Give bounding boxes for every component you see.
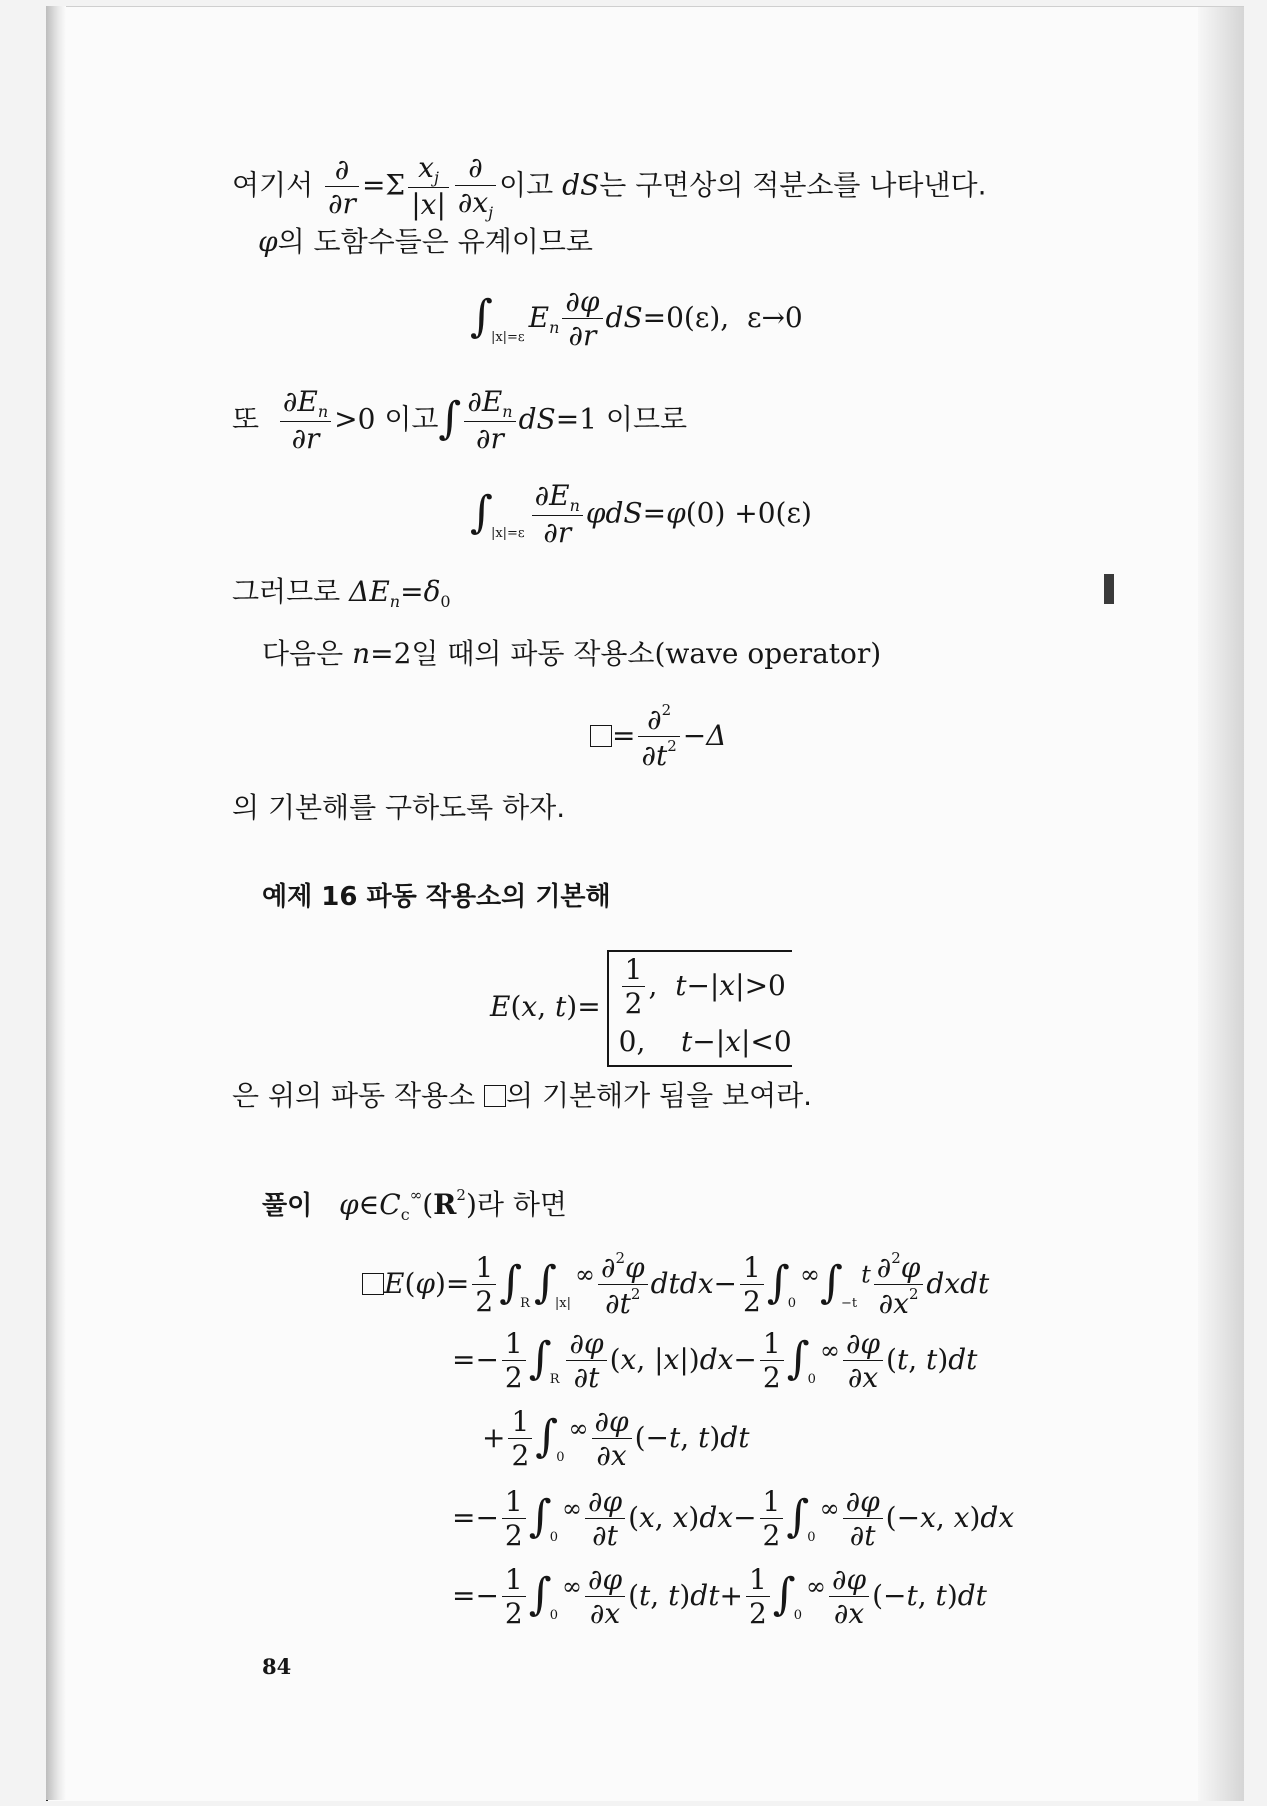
equation-1: $\int_{|x|=\varepsilon}E_n$ $\frac{\partial\varphi}{\partial r}$ dS=0(ε), ε→0	[470, 285, 803, 353]
margin-marker	[1104, 574, 1114, 604]
derivation-line-5: =− $\frac{1}{2}$ $\int_0^\infty$ $\frac{\partial\varphi}{\partial x}$ (t, t)dt+ $\frac{1}{2}$ $\int_0^\infty$ $\frac{\partial\varphi}{\partial x}$ (−t, t)dt	[452, 1563, 987, 1631]
derivation-line-3: + $\frac{1}{2}$ $\int_0^\infty$ $\frac{\partial\varphi}{\partial x}$ (−t, t)dt	[482, 1405, 750, 1473]
derivation-line-1: E(φ)= $\frac{1}{2}$ $\int_R\int_{|x|}^\infty$ $\frac{\partial^2\varphi}{\partial t^2}$ dtdx− $\frac{1}{2}$ $\int_0^\infty\int_{-t}^t$ $\frac{\partial^2\varphi}{\partial x^2}$ dxdt	[362, 1250, 989, 1321]
derivation-line-4: =− $\frac{1}{2}$ $\int_0^\infty$ $\frac{\partial\varphi}{\partial t}$ (x, x)dx− $\frac{1}{2}$ $\int_0^\infty$ $\frac{\partial\varphi}{\partial t}$ (−x, x)dx	[452, 1485, 1015, 1553]
solution-intro: 풀이 $\varphi\in C_c^\infty(R^2)$라 하면	[262, 1186, 567, 1224]
text-line-1: 여기서 $\frac{\partial}{\partial r}$ =Σ $\frac{x_j}{|x|}$ $\frac{\partial}{\partial x_j}$ 이고 dS는 구면상의 적분소를 나타낸다.	[232, 151, 987, 222]
equation-wave-operator: = $\frac{\partial^2}{\partial t^2}$ −Δ	[590, 702, 726, 773]
text-line-2: φ의 도함수들은 유계이므로	[258, 225, 593, 258]
text-line-11: 은 위의 파동 작용소 의 기본해가 됨을 보여라.	[232, 1079, 813, 1112]
example-heading: 예제 16 파동 작용소의 기본해	[262, 882, 611, 912]
text-line-4: 또 $\frac{\partial E_n}{\partial r}$ >0 이고∫ $\frac{\partial E_n}{\partial r}$ dS=1 이므로	[232, 385, 688, 456]
derivation-line-2: =− $\frac{1}{2}$ $\int_R$ $\frac{\partial\varphi}{\partial t}$ (x, |x|)dx− $\frac{1}{2}$ $\int_0^\infty$ $\frac{\partial\varphi}{\partial x}$ (t, t)dt	[452, 1327, 978, 1395]
partial-r-fraction: $\frac{\partial}{\partial r}$	[325, 154, 359, 221]
page-edge-shadow	[1198, 7, 1244, 1801]
text-line-9: 의 기본해를 구하도록 하자.	[232, 791, 566, 824]
equation-2: $\int_{|x|=\varepsilon}$ $\frac{\partial E_n}{\partial r}$ φdS=φ(0) +0(ε)	[470, 479, 812, 550]
text-line-7: 다음은 n=2일 때의 파동 작용소(wave operator)	[262, 637, 882, 670]
page-binding-shadow	[46, 6, 66, 1800]
equation-fundamental-solution: E(x, t)= $\frac{1}{2}$ , t−|x|>0 0, t−|x|<0	[490, 950, 792, 1067]
text-line-6: 그러므로 $\Delta E_n=\delta_0$	[232, 575, 451, 611]
page-number: 84	[262, 1654, 292, 1679]
